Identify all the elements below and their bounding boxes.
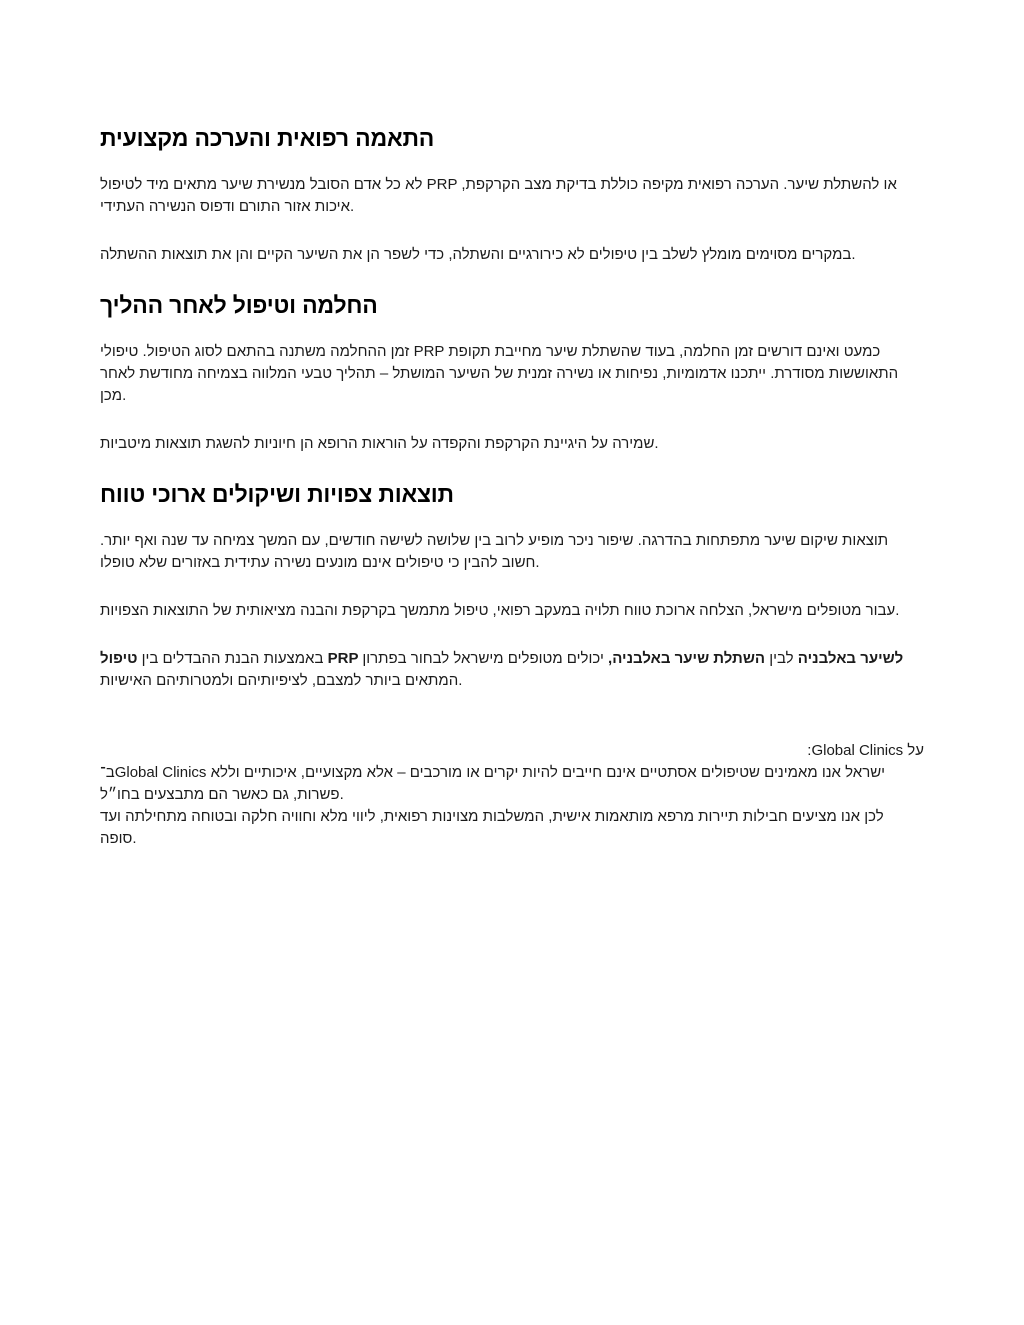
about-sentence-1: ב־Global Clinics ישראל אנו מאמינים שטיפולים אסתטיים אינם חייבים להיות יקרים או מורכבים – אלא מקצועיים, איכותיים וללא פשרות, גם כאשר הם מתבצעים בחו״ל. (100, 764, 886, 803)
about-sentence-2: לכן אנו מציעים חבילות תיירות מרפא מותאמות אישית, המשלבות מצוינות רפואית, ליווי מלא וחוויה חלקה ובטוחה מתחילתה ועד סופה. (100, 808, 884, 847)
paragraph-results-2: עבור מטופלים מישראל, הצלחה ארוכת טווח תלויה במעקב רפואי, טיפול מתמשך בקרקפת והבנה מציאותית של התוצאות הצפויות. (100, 602, 900, 619)
bold-text-segment: השתלת שיער באלבניה, (608, 650, 766, 667)
text-segment: באמצעות הבנת ההבדלים בין (137, 650, 324, 667)
heading-recovery-aftercare: החלמה וטיפול לאחר ההליך (100, 292, 378, 318)
about-global-clinics-paragraph (100, 762, 924, 850)
paragraph-medical-suitability-2: במקרים מסוימים מומלץ לשלב בין טיפולים לא כירורגיים והשתלה, כדי לשפר הן את השיער הקיים והן את תוצאות ההשתלה. (100, 246, 856, 263)
paragraph-results-comparison (100, 648, 924, 692)
heading-expected-results: תוצאות צפויות ושיקולים ארוכי טווח (100, 481, 454, 507)
text-segment: לבין (765, 650, 798, 667)
paragraph-medical-suitability-1: לא כל אדם הסובל מנשירת שיער מתאים מיד לטיפול PRP או להשתלת שיער. הערכה רפואית מקיפה כוללת בדיקת מצב הקרקפת, איכות אזור התורם ודפוס הנשירה העתידי. (100, 176, 897, 215)
text-segment: יכולים מטופלים מישראל לבחור בפתרון המתאים ביותר למצבם, לציפיותיהם ולמטרותיהם האישיות. (100, 650, 609, 689)
heading-medical-suitability: התאמה רפואית והערכה מקצועית (100, 125, 435, 151)
paragraph-recovery-1: זמן ההחלמה משתנה בהתאם לסוג הטיפול. טיפולי PRP כמעט ואינם דורשים זמן החלמה, בעוד שהשתלת שיער מחייבת תקופת התאוששות מסודרת. ייתכנו אדמומיות, נפיחות או נשירה זמנית של השיער המושתל – תהליך טבעי המלווה בצמיחה מחודשת לאחר מכן. (100, 343, 899, 404)
paragraph-results-1: תוצאות שיקום שיער מתפתחות בהדרגה. שיפור ניכר מופיע לרוב בין שלושה לשישה חודשים, עם המשך צמיחה עד שנה ואף יותר. חשוב להבין כי טיפולים אינם מונעים נשירה עתידית באזורים שלא טופלו. (100, 532, 889, 571)
about-global-clinics-heading: על Global Clinics: (807, 742, 924, 759)
paragraph-recovery-2: שמירה על היגיינת הקרקפת והקפדה על הוראות הרופא הן חיוניות להשגת תוצאות מיטביות. (100, 435, 659, 452)
bold-text-segment: טיפול PRP לשיער באלבניה (100, 650, 904, 667)
